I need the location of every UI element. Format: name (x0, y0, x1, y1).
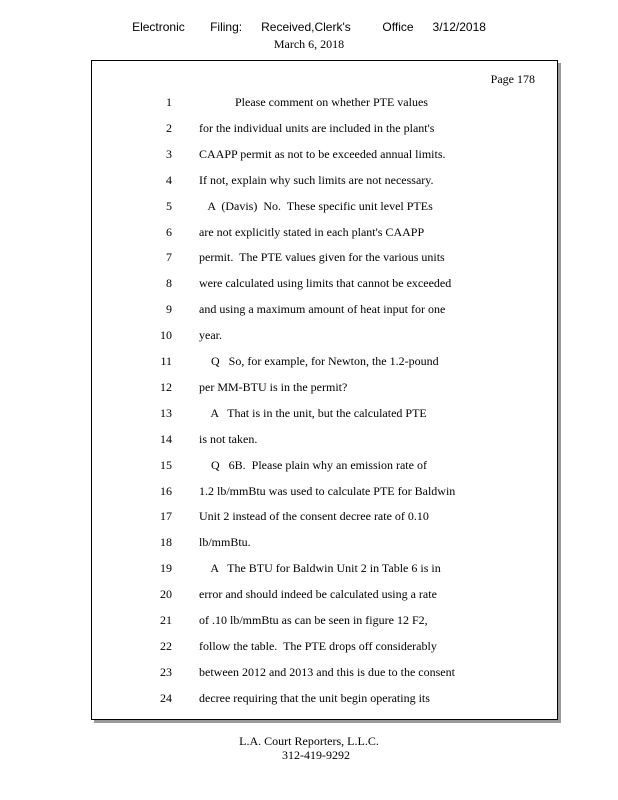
transcript-line: Unit 2 instead of the consent decree rate of 0.10 (199, 509, 429, 523)
line-number: 4 (166, 173, 172, 187)
transcript-line: permit. The PTE values given for the various units (199, 250, 445, 264)
transcript-line: CAAPP permit as not to be exceeded annual limits. (199, 147, 446, 161)
line-number: 19 (160, 561, 172, 575)
filing-stamp: Electronic Filing: Received,Clerk's Office 3/12/2018 (132, 20, 486, 34)
transcript-line: A That is in the unit, but the calculated PTE (199, 406, 427, 420)
line-number: 12 (160, 380, 172, 394)
line-number: 8 (166, 276, 172, 290)
transcript-line: A (Davis) No. These specific unit level PTEs (199, 199, 433, 213)
line-number: 7 (166, 250, 172, 264)
line-number: 6 (166, 225, 172, 239)
line-number: 10 (160, 328, 172, 342)
line-number: 5 (166, 199, 172, 213)
transcript-line: were calculated using limits that cannot be exceeded (199, 276, 452, 290)
transcript-line: 1.2 lb/mmBtu was used to calculate PTE for Baldwin (199, 484, 456, 498)
line-number: 24 (160, 691, 172, 705)
transcript-line: Please comment on whether PTE values (199, 95, 428, 109)
transcript-line: Q So, for example, for Newton, the 1.2-pound (199, 354, 439, 368)
transcript-line: follow the table. The PTE drops off considerably (199, 639, 437, 653)
footer-company: L.A. Court Reporters, L.L.C. (239, 734, 379, 748)
line-number: 11 (160, 354, 172, 368)
line-number: 17 (160, 509, 172, 523)
line-number: 15 (160, 458, 172, 472)
transcript-line: is not taken. (199, 432, 258, 446)
transcript-line: A The BTU for Baldwin Unit 2 in Table 6 is in (199, 561, 441, 575)
page-number: Page 178 (490, 72, 535, 86)
line-number: 14 (160, 432, 172, 446)
line-number: 23 (160, 665, 172, 679)
line-number: 22 (160, 639, 172, 653)
line-number: 2 (166, 121, 172, 135)
line-number: 9 (166, 302, 172, 316)
line-number: 21 (160, 613, 172, 627)
transcript-line: Q 6B. Please plain why an emission rate of (199, 458, 427, 472)
line-number: 16 (160, 484, 172, 498)
transcript-line: year. (199, 328, 222, 342)
line-number: 13 (160, 406, 172, 420)
line-number: 20 (160, 587, 172, 601)
transcript-line: of .10 lb/mmBtu as can be seen in figure 12 F2, (199, 613, 428, 627)
transcript-line: If not, explain why such limits are not necessary. (199, 173, 434, 187)
transcript-line: decree requiring that the unit begin operating its (199, 691, 430, 705)
transcript-line: and using a maximum amount of heat input for one (199, 302, 446, 316)
line-number: 3 (166, 147, 172, 161)
transcript-page (91, 60, 558, 720)
transcript-line: error and should indeed be calculated using a rate (199, 587, 437, 601)
transcript-line: per MM-BTU is in the permit? (199, 380, 348, 394)
transcript-date: March 6, 2018 (273, 37, 345, 51)
transcript-line: between 2012 and 2013 and this is due to the consent (199, 665, 455, 679)
transcript-line: lb/mmBtu. (199, 535, 251, 549)
transcript-line: are not explicitly stated in each plant's CAAPP (199, 225, 425, 239)
line-number: 18 (160, 535, 172, 549)
line-number: 1 (166, 95, 172, 109)
footer-phone: 312-419-9292 (282, 748, 350, 762)
transcript-line: for the individual units are included in the plant's (199, 121, 435, 135)
